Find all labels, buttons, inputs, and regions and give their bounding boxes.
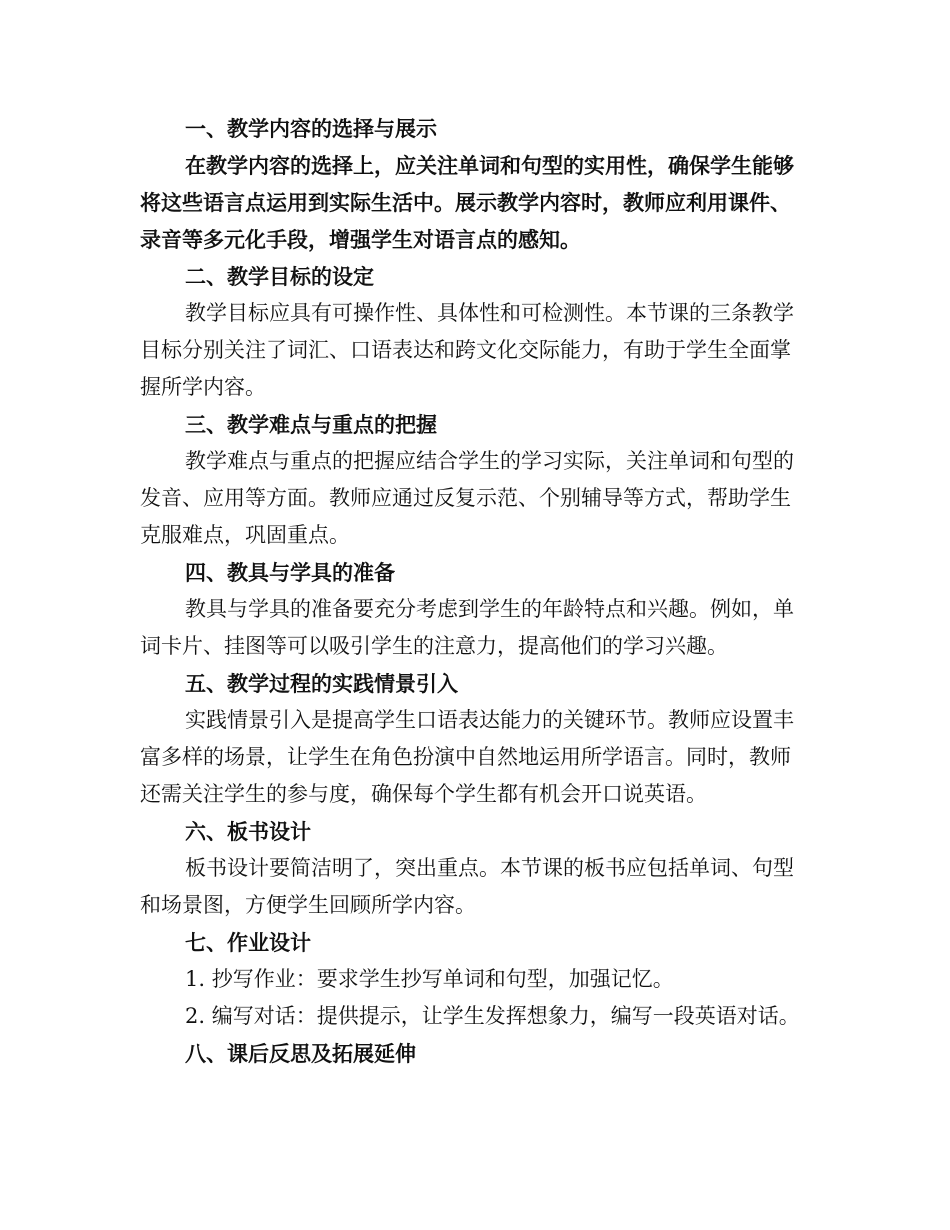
section-heading-6: 六、板书设计 [185, 819, 311, 844]
section-body-3: 教学难点与重点的把握应结合学生的学习实际，关注单词和句型的发音、应用等方面。教师应通过反复示范、个别辅导等方式，帮助学生克服难点，巩固重点。 [140, 449, 794, 547]
section-heading-3: 三、教学难点与重点的把握 [185, 412, 437, 437]
section-heading-2: 二、教学目标的设定 [185, 264, 374, 289]
section-body-2: 教学目标应具有可操作性、具体性和可检测性。本节课的三条教学目标分别关注了词汇、口语表达和跨文化交际能力，有助于学生全面掌握所学内容。 [140, 301, 794, 399]
section-heading-4: 四、教具与学具的准备 [185, 560, 395, 585]
section-body-5: 实践情景引入是提高学生口语表达能力的关键环节。教师应设置丰富多样的场景，让学生在角色扮演中自然地运用所学语言。同时，教师还需关注学生的参与度，确保每个学生都有机会开口说英语。 [140, 708, 794, 806]
section-heading-8: 八、课后反思及拓展延伸 [185, 1041, 416, 1066]
section-body-1: 在教学内容的选择上，应关注单词和句型的实用性，确保学生能够将这些语言点运用到实际生活中。展示教学内容时，教师应利用课件、录音等多元化手段，增强学生对语言点的感知。 [140, 153, 794, 252]
section-body-4: 教具与学具的准备要充分考虑到学生的年龄特点和兴趣。例如，单词卡片、挂图等可以吸引学生的注意力，提高他们的学习兴趣。 [140, 597, 794, 658]
section-body-6: 板书设计要简洁明了，突出重点。本节课的板书应包括单词、句型和场景图，方便学生回顾所学内容。 [140, 856, 794, 917]
homework-item-2: 2. 编写对话：提供提示，让学生发挥想象力，编写一段英语对话。 [185, 1004, 800, 1028]
homework-item-1: 1. 抄写作业：要求学生抄写单词和句型，加强记忆。 [185, 967, 674, 991]
section-heading-5: 五、教学过程的实践情景引入 [185, 671, 458, 696]
section-heading-1: 一、教学内容的选择与展示 [185, 116, 437, 141]
section-heading-7: 七、作业设计 [185, 930, 311, 955]
